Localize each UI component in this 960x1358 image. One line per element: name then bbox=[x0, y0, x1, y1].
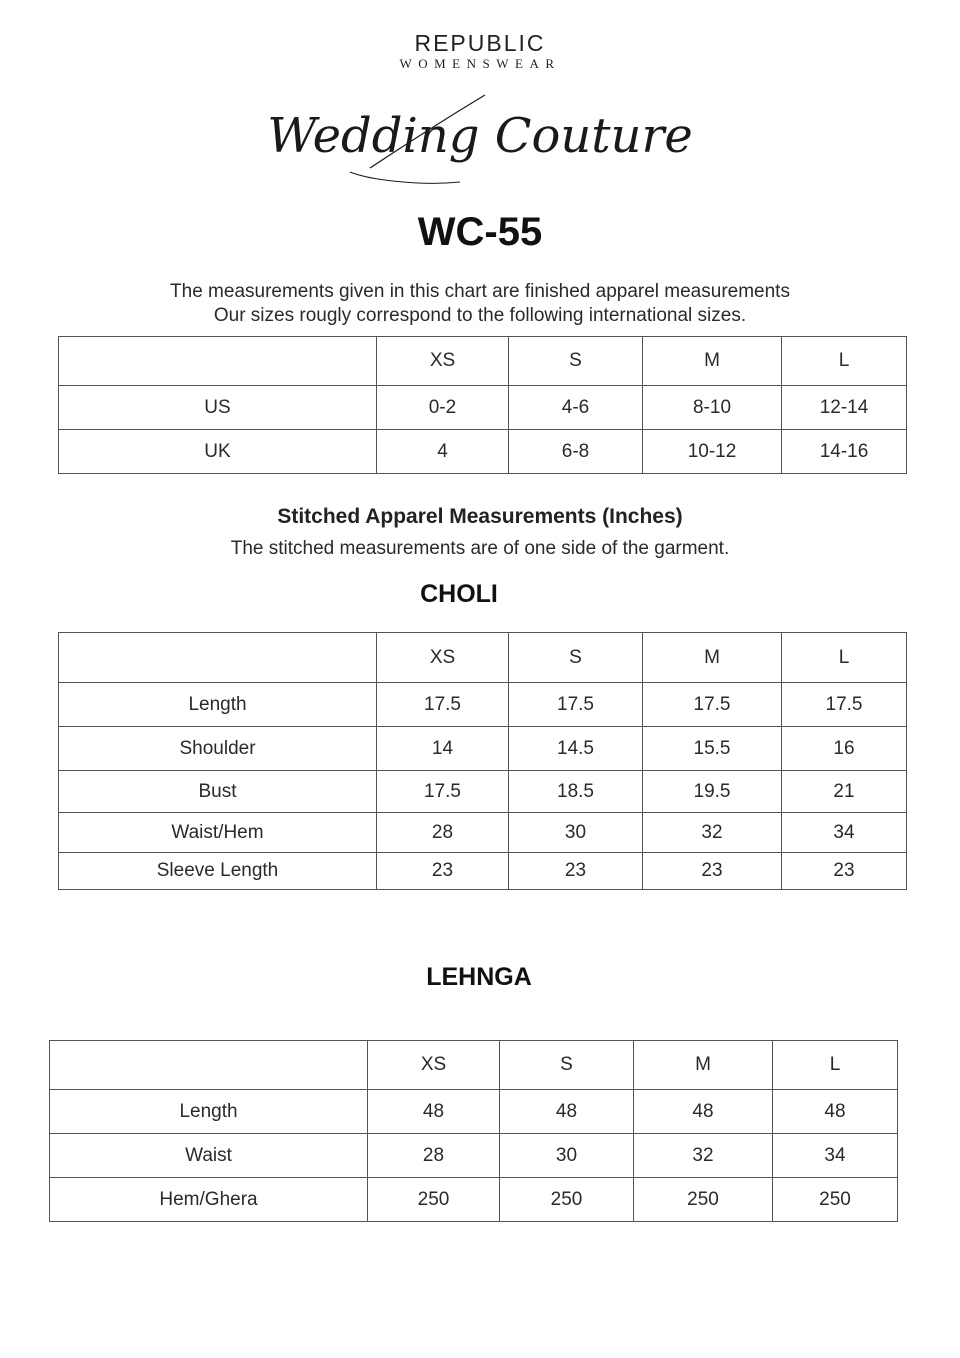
header-cell bbox=[59, 337, 377, 386]
table-cell: 18.5 bbox=[509, 771, 643, 813]
table-cell: 16 bbox=[782, 727, 907, 771]
table-cell: 28 bbox=[377, 813, 509, 853]
table-cell: 250 bbox=[368, 1178, 500, 1222]
table-cell: 19.5 bbox=[643, 771, 782, 813]
brand-name: REPUBLIC bbox=[414, 30, 546, 56]
table-row bbox=[59, 727, 907, 771]
table-row bbox=[50, 1134, 898, 1178]
table-cell: 250 bbox=[773, 1178, 898, 1222]
table-cell: 32 bbox=[634, 1134, 773, 1178]
table-cell: 48 bbox=[500, 1090, 634, 1134]
table-cell: 34 bbox=[773, 1134, 898, 1178]
table-header-row bbox=[59, 337, 907, 386]
intro-text bbox=[0, 280, 960, 328]
header-cell: XS bbox=[377, 633, 509, 683]
row-label: Waist bbox=[50, 1134, 368, 1178]
table-cell: 17.5 bbox=[643, 683, 782, 727]
table-cell: 17.5 bbox=[377, 771, 509, 813]
collection-title: Wedding Couture bbox=[267, 108, 693, 164]
row-label: Shoulder bbox=[59, 727, 377, 771]
table-cell: 14.5 bbox=[509, 727, 643, 771]
table-row bbox=[59, 813, 907, 853]
lehnga-title: LEHNGA bbox=[426, 963, 532, 991]
table-row bbox=[59, 430, 907, 474]
table-cell: 21 bbox=[782, 771, 907, 813]
international-size-table bbox=[58, 336, 907, 474]
table-cell: 4 bbox=[377, 430, 509, 474]
header-cell: XS bbox=[368, 1041, 500, 1090]
table-row bbox=[59, 683, 907, 727]
table-cell: 28 bbox=[368, 1134, 500, 1178]
table-cell: 250 bbox=[634, 1178, 773, 1222]
table-cell: 23 bbox=[643, 853, 782, 890]
table-cell: 14 bbox=[377, 727, 509, 771]
table-cell: 23 bbox=[782, 853, 907, 890]
header-cell: M bbox=[634, 1041, 773, 1090]
collection-logo bbox=[267, 90, 693, 190]
table-header-row bbox=[50, 1041, 898, 1090]
intro-line-1: The measurements given in this chart are finished apparel measurements bbox=[170, 281, 790, 302]
row-label: Hem/Ghera bbox=[50, 1178, 368, 1222]
table-cell: 32 bbox=[643, 813, 782, 853]
table-cell: 6-8 bbox=[509, 430, 643, 474]
table-cell: 23 bbox=[377, 853, 509, 890]
table-cell: 23 bbox=[509, 853, 643, 890]
table-cell: 4-6 bbox=[509, 386, 643, 430]
header-cell: S bbox=[500, 1041, 634, 1090]
table-cell: 17.5 bbox=[782, 683, 907, 727]
product-code: WC-55 bbox=[417, 210, 543, 254]
header-cell: M bbox=[643, 633, 782, 683]
brand-subtitle: WOMENSWEAR bbox=[399, 56, 561, 71]
row-label: Bust bbox=[59, 771, 377, 813]
stitched-title: Stitched Apparel Measurements (Inches) bbox=[277, 505, 683, 528]
table-cell: 48 bbox=[634, 1090, 773, 1134]
table-cell: 17.5 bbox=[377, 683, 509, 727]
table-row bbox=[59, 386, 907, 430]
row-label: Length bbox=[59, 683, 377, 727]
header-cell bbox=[50, 1041, 368, 1090]
table-cell: 30 bbox=[509, 813, 643, 853]
header-cell: L bbox=[782, 337, 907, 386]
table-cell: 250 bbox=[500, 1178, 634, 1222]
row-label: Waist/Hem bbox=[59, 813, 377, 853]
table-cell: 30 bbox=[500, 1134, 634, 1178]
header-cell: XS bbox=[377, 337, 509, 386]
table-cell: 10-12 bbox=[643, 430, 782, 474]
table-cell: 12-14 bbox=[782, 386, 907, 430]
row-label: UK bbox=[59, 430, 377, 474]
header-cell: S bbox=[509, 633, 643, 683]
table-cell: 8-10 bbox=[643, 386, 782, 430]
table-header-row bbox=[59, 633, 907, 683]
table-cell: 17.5 bbox=[509, 683, 643, 727]
header-cell: M bbox=[643, 337, 782, 386]
table-cell: 48 bbox=[773, 1090, 898, 1134]
table-cell: 0-2 bbox=[377, 386, 509, 430]
header-cell: S bbox=[509, 337, 643, 386]
header-cell: L bbox=[773, 1041, 898, 1090]
choli-table bbox=[58, 632, 907, 890]
intro-line-2: Our sizes rougly correspond to the following international sizes. bbox=[213, 305, 747, 326]
stitched-note: The stitched measurements are of one side of the garment. bbox=[230, 538, 730, 559]
row-label: Sleeve Length bbox=[59, 853, 377, 890]
lehnga-table bbox=[49, 1040, 898, 1222]
table-cell: 15.5 bbox=[643, 727, 782, 771]
table-cell: 34 bbox=[782, 813, 907, 853]
table-row bbox=[59, 771, 907, 813]
row-label: US bbox=[59, 386, 377, 430]
header-cell bbox=[59, 633, 377, 683]
header-cell: L bbox=[782, 633, 907, 683]
table-row bbox=[50, 1178, 898, 1222]
row-label: Length bbox=[50, 1090, 368, 1134]
table-row bbox=[50, 1090, 898, 1134]
choli-title: CHOLI bbox=[420, 580, 498, 608]
table-cell: 14-16 bbox=[782, 430, 907, 474]
table-row bbox=[59, 853, 907, 890]
table-cell: 48 bbox=[368, 1090, 500, 1134]
